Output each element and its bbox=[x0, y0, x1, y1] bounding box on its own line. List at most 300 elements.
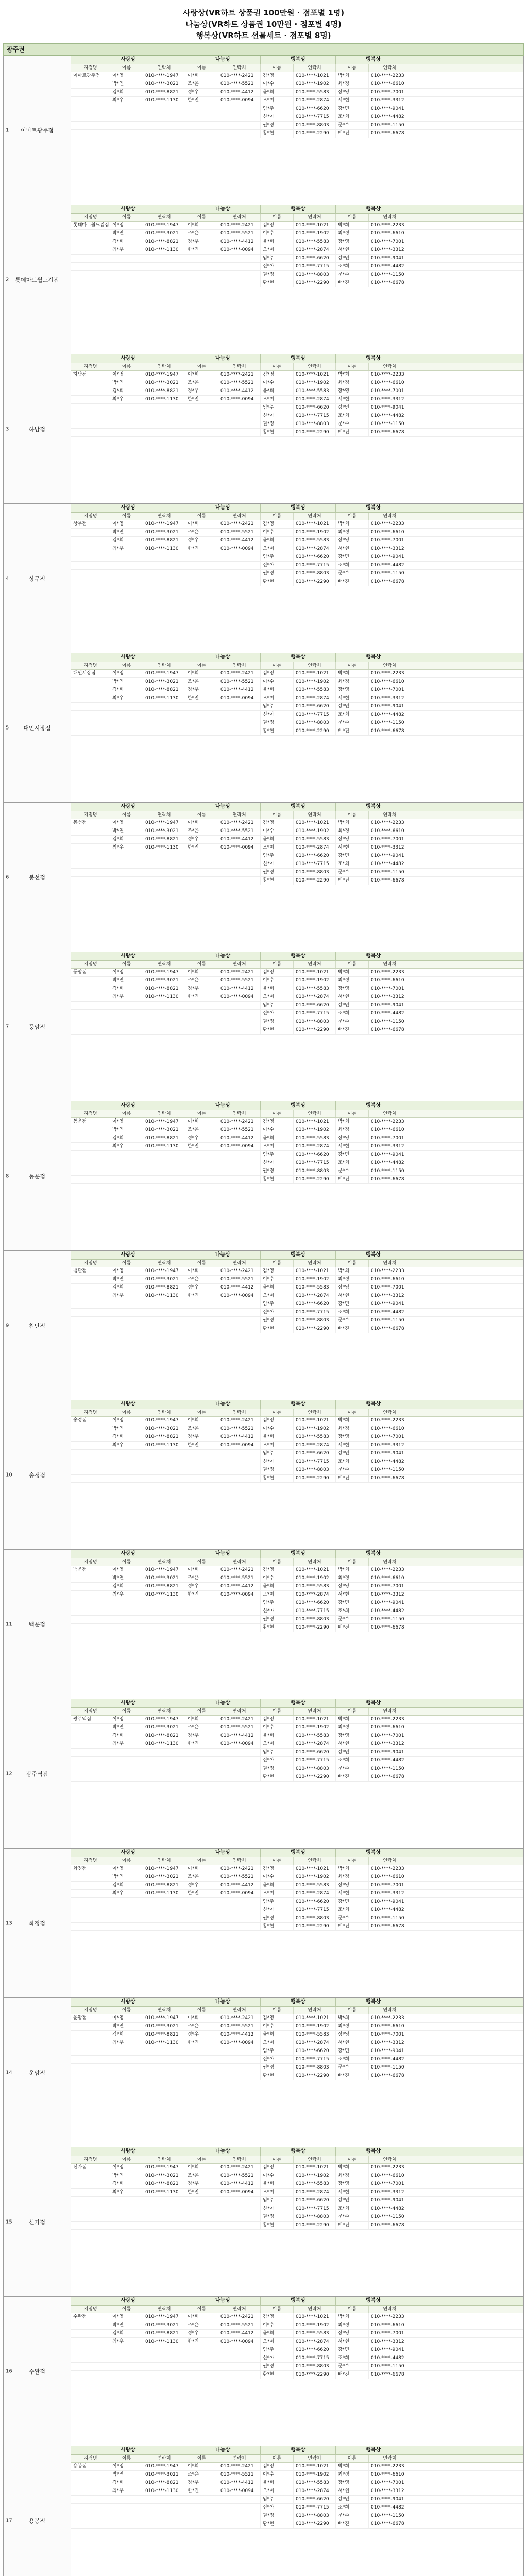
table-cell bbox=[110, 1450, 143, 1458]
table-cell bbox=[185, 2047, 218, 2055]
table-cell: 이*영 bbox=[110, 819, 143, 827]
table-cell: 010-****-8803 bbox=[294, 2064, 336, 2072]
winner-row bbox=[71, 89, 523, 97]
store-number: 3 bbox=[6, 426, 9, 432]
table-cell: 010-****-8821 bbox=[143, 2479, 185, 2487]
table-cell: 오*미 bbox=[261, 694, 294, 702]
table-cell: 조*희 bbox=[336, 860, 369, 868]
table-cell: 010-****-1130 bbox=[143, 97, 185, 105]
table-cell bbox=[71, 1773, 110, 1781]
table-cell: 010-****-4482 bbox=[369, 2056, 411, 2063]
prize-group-header: 나눔상 bbox=[185, 1849, 261, 1857]
table-cell: 박*연 bbox=[110, 1126, 143, 1134]
column-header: 지점명 bbox=[71, 2156, 110, 2163]
table-cell: 신*아 bbox=[261, 2504, 294, 2512]
table-cell: 010-****-8821 bbox=[143, 387, 185, 395]
table-cell: 010-****-3312 bbox=[369, 1890, 411, 1897]
table-cell bbox=[71, 1276, 110, 1283]
table-cell: 박*연 bbox=[110, 2321, 143, 2329]
store-label bbox=[4, 205, 71, 354]
table-cell bbox=[218, 1010, 261, 1018]
table-cell: 신*아 bbox=[261, 860, 294, 868]
table-cell: 서*현 bbox=[336, 1740, 369, 1748]
table-cell: 010-****-2874 bbox=[294, 1292, 336, 1300]
winner-row bbox=[71, 2512, 523, 2520]
table-cell bbox=[143, 130, 185, 138]
column-header: 이름 bbox=[110, 662, 143, 669]
table-cell bbox=[110, 852, 143, 860]
table-cell: 정*우 bbox=[185, 1882, 218, 1889]
column-header: 지점명 bbox=[71, 811, 110, 819]
table-cell: 010-****-2421 bbox=[218, 1865, 261, 1873]
prize-group-header: 행복상 bbox=[261, 2297, 336, 2305]
column-header: 지점명 bbox=[71, 513, 110, 520]
table-cell: 010-****-1150 bbox=[369, 1167, 411, 1175]
table-cell bbox=[110, 1599, 143, 1607]
table-cell: 010-****-7715 bbox=[294, 860, 336, 868]
store-table bbox=[71, 1251, 523, 1400]
table-cell: 010-****-1130 bbox=[143, 1591, 185, 1599]
table-cell: 조*은 bbox=[185, 678, 218, 686]
table-cell: 010-****-1021 bbox=[294, 1417, 336, 1425]
table-cell: 최*정 bbox=[336, 1276, 369, 1283]
winner-row bbox=[71, 1159, 523, 1167]
prize-header-row bbox=[71, 952, 523, 961]
table-cell: 010-****-9041 bbox=[369, 1450, 411, 1458]
table-cell: 010-****-2233 bbox=[369, 2313, 411, 2321]
table-cell: 010-****-7715 bbox=[294, 562, 336, 569]
table-cell: 010-****-5521 bbox=[218, 1873, 261, 1881]
winner-row bbox=[71, 819, 523, 827]
winner-row bbox=[71, 727, 523, 736]
table-cell: 010-****-6610 bbox=[369, 2321, 411, 2329]
table-cell: 010-****-6620 bbox=[294, 2197, 336, 2205]
winner-row bbox=[71, 1018, 523, 1026]
table-cell: 신*아 bbox=[261, 113, 294, 121]
column-header: 이름 bbox=[261, 1110, 294, 1117]
table-cell: 권*정 bbox=[261, 869, 294, 876]
table-cell: 조*은 bbox=[185, 977, 218, 985]
table-cell bbox=[71, 727, 110, 735]
table-cell: 010-****-4482 bbox=[369, 263, 411, 270]
table-cell: 임*주 bbox=[261, 1749, 294, 1756]
prize-group-header: 사랑상 bbox=[71, 1699, 185, 1707]
table-cell bbox=[110, 553, 143, 561]
table-cell: 임*주 bbox=[261, 553, 294, 561]
table-cell: 010-****-6620 bbox=[294, 1151, 336, 1159]
table-cell: 조*은 bbox=[185, 1873, 218, 1881]
table-cell: 010-****-2874 bbox=[294, 2039, 336, 2047]
table-cell bbox=[218, 711, 261, 719]
table-cell bbox=[71, 2205, 110, 2213]
table-cell: 010-****-2233 bbox=[369, 2164, 411, 2172]
table-cell: 박*연 bbox=[110, 80, 143, 88]
table-cell: 010-****-1130 bbox=[143, 1740, 185, 1748]
store-label bbox=[4, 653, 71, 802]
table-cell: 010-****-4482 bbox=[369, 1607, 411, 1615]
table-cell: 서*현 bbox=[336, 2189, 369, 2196]
prize-group-header: 행복상 bbox=[336, 653, 411, 662]
prize-header-row bbox=[71, 653, 523, 662]
table-cell: 윤*희 bbox=[261, 2330, 294, 2337]
table-cell bbox=[143, 2354, 185, 2362]
table-cell: 010-****-1902 bbox=[294, 1574, 336, 1582]
table-cell bbox=[71, 379, 110, 387]
table-cell: 이*수 bbox=[261, 2321, 294, 2329]
table-cell: 황*현 bbox=[261, 279, 294, 287]
table-cell: 010-****-6610 bbox=[369, 1126, 411, 1134]
column-header: 이름 bbox=[110, 513, 143, 520]
winner-row bbox=[71, 1773, 523, 1782]
store-label bbox=[4, 2147, 71, 2296]
prize-group-header: 행복상 bbox=[261, 1849, 336, 1857]
store-name: 광주역점 bbox=[26, 1770, 48, 1777]
winner-row bbox=[71, 387, 523, 396]
table-cell: 010-****-2233 bbox=[369, 72, 411, 80]
table-cell bbox=[218, 1757, 261, 1765]
prize-group-header: 행복상 bbox=[261, 1550, 336, 1558]
table-cell bbox=[110, 1607, 143, 1615]
column-header: 연락처 bbox=[143, 1857, 185, 1865]
table-cell: 최*우 bbox=[110, 2487, 143, 2495]
table-cell: 010-****-4412 bbox=[218, 2031, 261, 2039]
column-header: 연락처 bbox=[143, 961, 185, 968]
store-table bbox=[71, 803, 523, 952]
table-cell: 배*진 bbox=[336, 2520, 369, 2528]
winner-row bbox=[71, 703, 523, 711]
table-cell: 문*수 bbox=[336, 1765, 369, 1773]
table-cell: 정*우 bbox=[185, 1583, 218, 1590]
table-cell: 정*우 bbox=[185, 2180, 218, 2188]
table-cell bbox=[143, 852, 185, 860]
table-cell: 010-****-0094 bbox=[218, 1442, 261, 1449]
table-cell bbox=[71, 404, 110, 412]
column-header: 이름 bbox=[110, 2306, 143, 2313]
table-cell bbox=[71, 263, 110, 270]
table-cell bbox=[185, 1317, 218, 1325]
column-header: 이름 bbox=[336, 1857, 369, 1865]
winner-row bbox=[71, 1599, 523, 1607]
prize-group-header: 나눔상 bbox=[185, 1699, 261, 1707]
table-cell: 010-****-3021 bbox=[143, 2321, 185, 2329]
column-header: 연락처 bbox=[369, 363, 411, 370]
table-cell: 010-****-4482 bbox=[369, 2504, 411, 2512]
table-cell bbox=[71, 1134, 110, 1142]
table-cell: 윤*희 bbox=[261, 1882, 294, 1889]
table-cell: 한*진 bbox=[185, 1292, 218, 1300]
winner-row bbox=[71, 1740, 523, 1749]
winner-row bbox=[71, 371, 523, 379]
winner-row bbox=[71, 993, 523, 1002]
winner-row bbox=[71, 1583, 523, 1591]
table-cell: 박*희 bbox=[336, 520, 369, 528]
table-cell bbox=[218, 553, 261, 561]
winner-row bbox=[71, 1757, 523, 1765]
table-cell bbox=[110, 869, 143, 876]
table-cell bbox=[143, 1176, 185, 1183]
table-cell: 010-****-2874 bbox=[294, 1890, 336, 1897]
table-cell: 010-****-1130 bbox=[143, 2338, 185, 2346]
table-cell: 서*현 bbox=[336, 1292, 369, 1300]
table-cell: 서*현 bbox=[336, 246, 369, 254]
table-cell bbox=[110, 1898, 143, 1906]
table-cell: 김*희 bbox=[110, 686, 143, 694]
table-cell bbox=[185, 2064, 218, 2072]
table-cell bbox=[71, 2479, 110, 2487]
table-cell bbox=[185, 113, 218, 121]
column-header: 이름 bbox=[110, 214, 143, 221]
table-cell bbox=[185, 1607, 218, 1615]
prize-group-header: 사랑상 bbox=[71, 1550, 185, 1558]
table-cell bbox=[218, 263, 261, 270]
column-header-row bbox=[71, 64, 523, 72]
table-cell: 010-****-6678 bbox=[369, 578, 411, 586]
table-cell: 010-****-4412 bbox=[218, 1134, 261, 1142]
table-cell bbox=[143, 2520, 185, 2528]
table-cell: 장*영 bbox=[336, 537, 369, 545]
table-cell: 서*현 bbox=[336, 545, 369, 553]
prize-header-row bbox=[71, 2446, 523, 2455]
winner-row bbox=[71, 271, 523, 279]
table-cell: 010-****-3312 bbox=[369, 2338, 411, 2346]
column-header: 이름 bbox=[185, 662, 218, 669]
winner-row bbox=[71, 1450, 523, 1458]
table-cell: 조*희 bbox=[336, 1159, 369, 1167]
column-header: 지점명 bbox=[71, 1260, 110, 1267]
table-cell: 010-****-1947 bbox=[143, 819, 185, 827]
column-header: 이름 bbox=[185, 513, 218, 520]
table-cell: 010-****-2290 bbox=[294, 2072, 336, 2080]
table-cell: 010-****-6610 bbox=[369, 977, 411, 985]
table-cell bbox=[218, 105, 261, 113]
table-cell: 010-****-2290 bbox=[294, 1923, 336, 1930]
table-cell: 010-****-7715 bbox=[294, 711, 336, 719]
table-cell: 서*현 bbox=[336, 844, 369, 852]
table-cell bbox=[218, 1300, 261, 1308]
column-header: 이름 bbox=[261, 1409, 294, 1416]
table-cell: 010-****-2421 bbox=[218, 222, 261, 229]
store-number: 5 bbox=[6, 725, 9, 731]
table-cell: 010-****-3021 bbox=[143, 230, 185, 238]
table-cell: 010-****-4482 bbox=[369, 1309, 411, 1316]
table-cell: 010-****-7715 bbox=[294, 2354, 336, 2362]
table-cell: 조*희 bbox=[336, 2354, 369, 2362]
column-header: 이름 bbox=[110, 2007, 143, 2014]
table-cell bbox=[110, 2371, 143, 2379]
winner-row bbox=[71, 852, 523, 860]
table-cell: 최*정 bbox=[336, 80, 369, 88]
table-cell: 010-****-6620 bbox=[294, 2496, 336, 2503]
table-cell: 김*희 bbox=[110, 2031, 143, 2039]
table-cell: 010-****-0094 bbox=[218, 97, 261, 105]
table-cell: 문*수 bbox=[336, 1018, 369, 1026]
table-cell: 박*희 bbox=[336, 969, 369, 976]
table-cell: 010-****-4412 bbox=[218, 2479, 261, 2487]
table-cell: 010-****-4412 bbox=[218, 238, 261, 246]
table-cell bbox=[71, 1317, 110, 1325]
column-header: 연락처 bbox=[143, 811, 185, 819]
table-cell: 박*연 bbox=[110, 1873, 143, 1881]
store-table bbox=[71, 1550, 523, 1699]
table-cell: 김*영 bbox=[261, 1566, 294, 1574]
table-cell bbox=[185, 2197, 218, 2205]
store-table bbox=[71, 354, 523, 503]
table-cell bbox=[110, 2520, 143, 2528]
table-cell: 010-****-8821 bbox=[143, 2031, 185, 2039]
table-cell bbox=[218, 1906, 261, 1914]
table-cell bbox=[143, 727, 185, 735]
table-cell: 010-****-8803 bbox=[294, 1167, 336, 1175]
winner-row bbox=[71, 1765, 523, 1773]
winner-row bbox=[71, 969, 523, 977]
table-cell: 010-****-9041 bbox=[369, 852, 411, 860]
column-header: 연락처 bbox=[143, 513, 185, 520]
winner-row bbox=[71, 2164, 523, 2172]
table-cell: 조*은 bbox=[185, 379, 218, 387]
table-cell bbox=[71, 1914, 110, 1922]
prize-header-row bbox=[71, 1101, 523, 1110]
winner-rows bbox=[71, 520, 523, 653]
table-cell: 010-****-4482 bbox=[369, 562, 411, 569]
table-cell: 010-****-5583 bbox=[294, 2031, 336, 2039]
table-cell bbox=[185, 1176, 218, 1183]
table-cell: 이*영 bbox=[110, 670, 143, 677]
table-cell: 배*진 bbox=[336, 1026, 369, 1034]
table-cell: 문*수 bbox=[336, 122, 369, 129]
table-cell: 010-****-5521 bbox=[218, 2023, 261, 2030]
winner-row bbox=[71, 553, 523, 562]
table-cell bbox=[71, 2346, 110, 2354]
table-cell: 010-****-1130 bbox=[143, 1442, 185, 1449]
table-cell: 서*현 bbox=[336, 1442, 369, 1449]
table-cell: 010-****-2874 bbox=[294, 1740, 336, 1748]
table-cell: 정*우 bbox=[185, 2031, 218, 2039]
table-cell bbox=[110, 1176, 143, 1183]
table-cell: 010-****-2290 bbox=[294, 578, 336, 586]
winner-row bbox=[71, 562, 523, 570]
table-cell: 010-****-9041 bbox=[369, 553, 411, 561]
table-cell: 이*영 bbox=[110, 1716, 143, 1723]
prize-group-header: 행복상 bbox=[261, 2147, 336, 2156]
table-cell: 010-****-2874 bbox=[294, 2487, 336, 2495]
winner-row bbox=[71, 1300, 523, 1309]
table-cell: 윤*희 bbox=[261, 686, 294, 694]
prize-group-header: 행복상 bbox=[336, 504, 411, 512]
table-cell: 신*아 bbox=[261, 1757, 294, 1765]
table-cell: 임*주 bbox=[261, 2496, 294, 2503]
table-cell: 010-****-5583 bbox=[294, 238, 336, 246]
prize-group-header: 행복상 bbox=[336, 2147, 411, 2156]
prize-group-header: 행복상 bbox=[336, 1699, 411, 1707]
table-cell bbox=[71, 2064, 110, 2072]
prize-group-header: 행복상 bbox=[336, 1849, 411, 1857]
table-cell: 김*희 bbox=[110, 2479, 143, 2487]
column-header: 연락처 bbox=[143, 214, 185, 221]
table-cell bbox=[71, 877, 110, 885]
table-cell: 010-****-9041 bbox=[369, 2047, 411, 2055]
table-cell: 장*영 bbox=[336, 387, 369, 395]
table-cell: 조*희 bbox=[336, 1458, 369, 1466]
table-cell bbox=[143, 2512, 185, 2520]
table-cell: 이*수 bbox=[261, 2172, 294, 2180]
table-cell bbox=[71, 1450, 110, 1458]
table-cell: 최*우 bbox=[110, 844, 143, 852]
table-cell: 010-****-9041 bbox=[369, 2197, 411, 2205]
winner-row bbox=[71, 670, 523, 678]
table-cell: 배*진 bbox=[336, 130, 369, 138]
table-cell: 010-****-2421 bbox=[218, 1417, 261, 1425]
table-cell: 이*영 bbox=[110, 1865, 143, 1873]
table-cell: 010-****-2874 bbox=[294, 1143, 336, 1150]
table-cell bbox=[185, 2363, 218, 2370]
table-cell: 권*정 bbox=[261, 1914, 294, 1922]
winner-rows bbox=[71, 2014, 523, 2147]
table-cell: 조*희 bbox=[336, 2056, 369, 2063]
table-cell: 롯데마트월드컵점 bbox=[71, 222, 110, 229]
table-cell bbox=[71, 396, 110, 403]
table-cell: 010-****-6610 bbox=[369, 1574, 411, 1582]
table-cell: 최*우 bbox=[110, 1442, 143, 1449]
table-cell: 010-****-7715 bbox=[294, 2056, 336, 2063]
table-cell bbox=[71, 985, 110, 993]
table-cell: 이*희 bbox=[185, 1865, 218, 1873]
table-cell bbox=[71, 545, 110, 553]
store-name: 신가점 bbox=[29, 2218, 45, 2226]
table-cell bbox=[71, 1574, 110, 1582]
table-cell bbox=[71, 1749, 110, 1756]
table-cell bbox=[218, 1458, 261, 1466]
column-header: 연락처 bbox=[369, 1110, 411, 1117]
column-header: 연락처 bbox=[294, 961, 336, 968]
column-header: 이름 bbox=[336, 662, 369, 669]
table-cell bbox=[185, 1616, 218, 1623]
table-cell: 010-****-6610 bbox=[369, 80, 411, 88]
prize-group-header: 행복상 bbox=[261, 1101, 336, 1110]
column-header: 이름 bbox=[261, 1708, 294, 1715]
table-cell: 010-****-8821 bbox=[143, 1732, 185, 1740]
table-cell: 010-****-7001 bbox=[369, 2031, 411, 2039]
table-cell: 010-****-1902 bbox=[294, 2321, 336, 2329]
winner-row bbox=[71, 1010, 523, 1018]
table-cell: 010-****-7715 bbox=[294, 263, 336, 270]
table-cell bbox=[185, 2213, 218, 2221]
table-cell: 박*연 bbox=[110, 1574, 143, 1582]
table-cell: 010-****-2874 bbox=[294, 1591, 336, 1599]
table-cell: 010-****-6620 bbox=[294, 1749, 336, 1756]
prize-group-header: 행복상 bbox=[261, 653, 336, 662]
table-cell: 010-****-5521 bbox=[218, 529, 261, 536]
table-cell: 김*영 bbox=[261, 2164, 294, 2172]
table-cell: 장*영 bbox=[336, 686, 369, 694]
prize-group-header: 나눔상 bbox=[185, 803, 261, 811]
store-table bbox=[71, 205, 523, 354]
column-header: 이름 bbox=[185, 1558, 218, 1566]
table-cell bbox=[71, 230, 110, 238]
table-cell: 조*은 bbox=[185, 1276, 218, 1283]
table-cell: 010-****-2233 bbox=[369, 2463, 411, 2470]
table-cell: 010-****-1902 bbox=[294, 1724, 336, 1732]
table-cell: 박*연 bbox=[110, 379, 143, 387]
table-cell: 이*희 bbox=[185, 222, 218, 229]
table-cell: 010-****-5583 bbox=[294, 1583, 336, 1590]
table-cell bbox=[110, 2512, 143, 2520]
table-cell: 이*수 bbox=[261, 678, 294, 686]
table-cell: 010-****-1130 bbox=[143, 1292, 185, 1300]
column-header: 이름 bbox=[261, 363, 294, 370]
table-cell: 이*희 bbox=[185, 670, 218, 677]
table-cell: 윤*희 bbox=[261, 238, 294, 246]
table-cell: 010-****-0094 bbox=[218, 993, 261, 1001]
